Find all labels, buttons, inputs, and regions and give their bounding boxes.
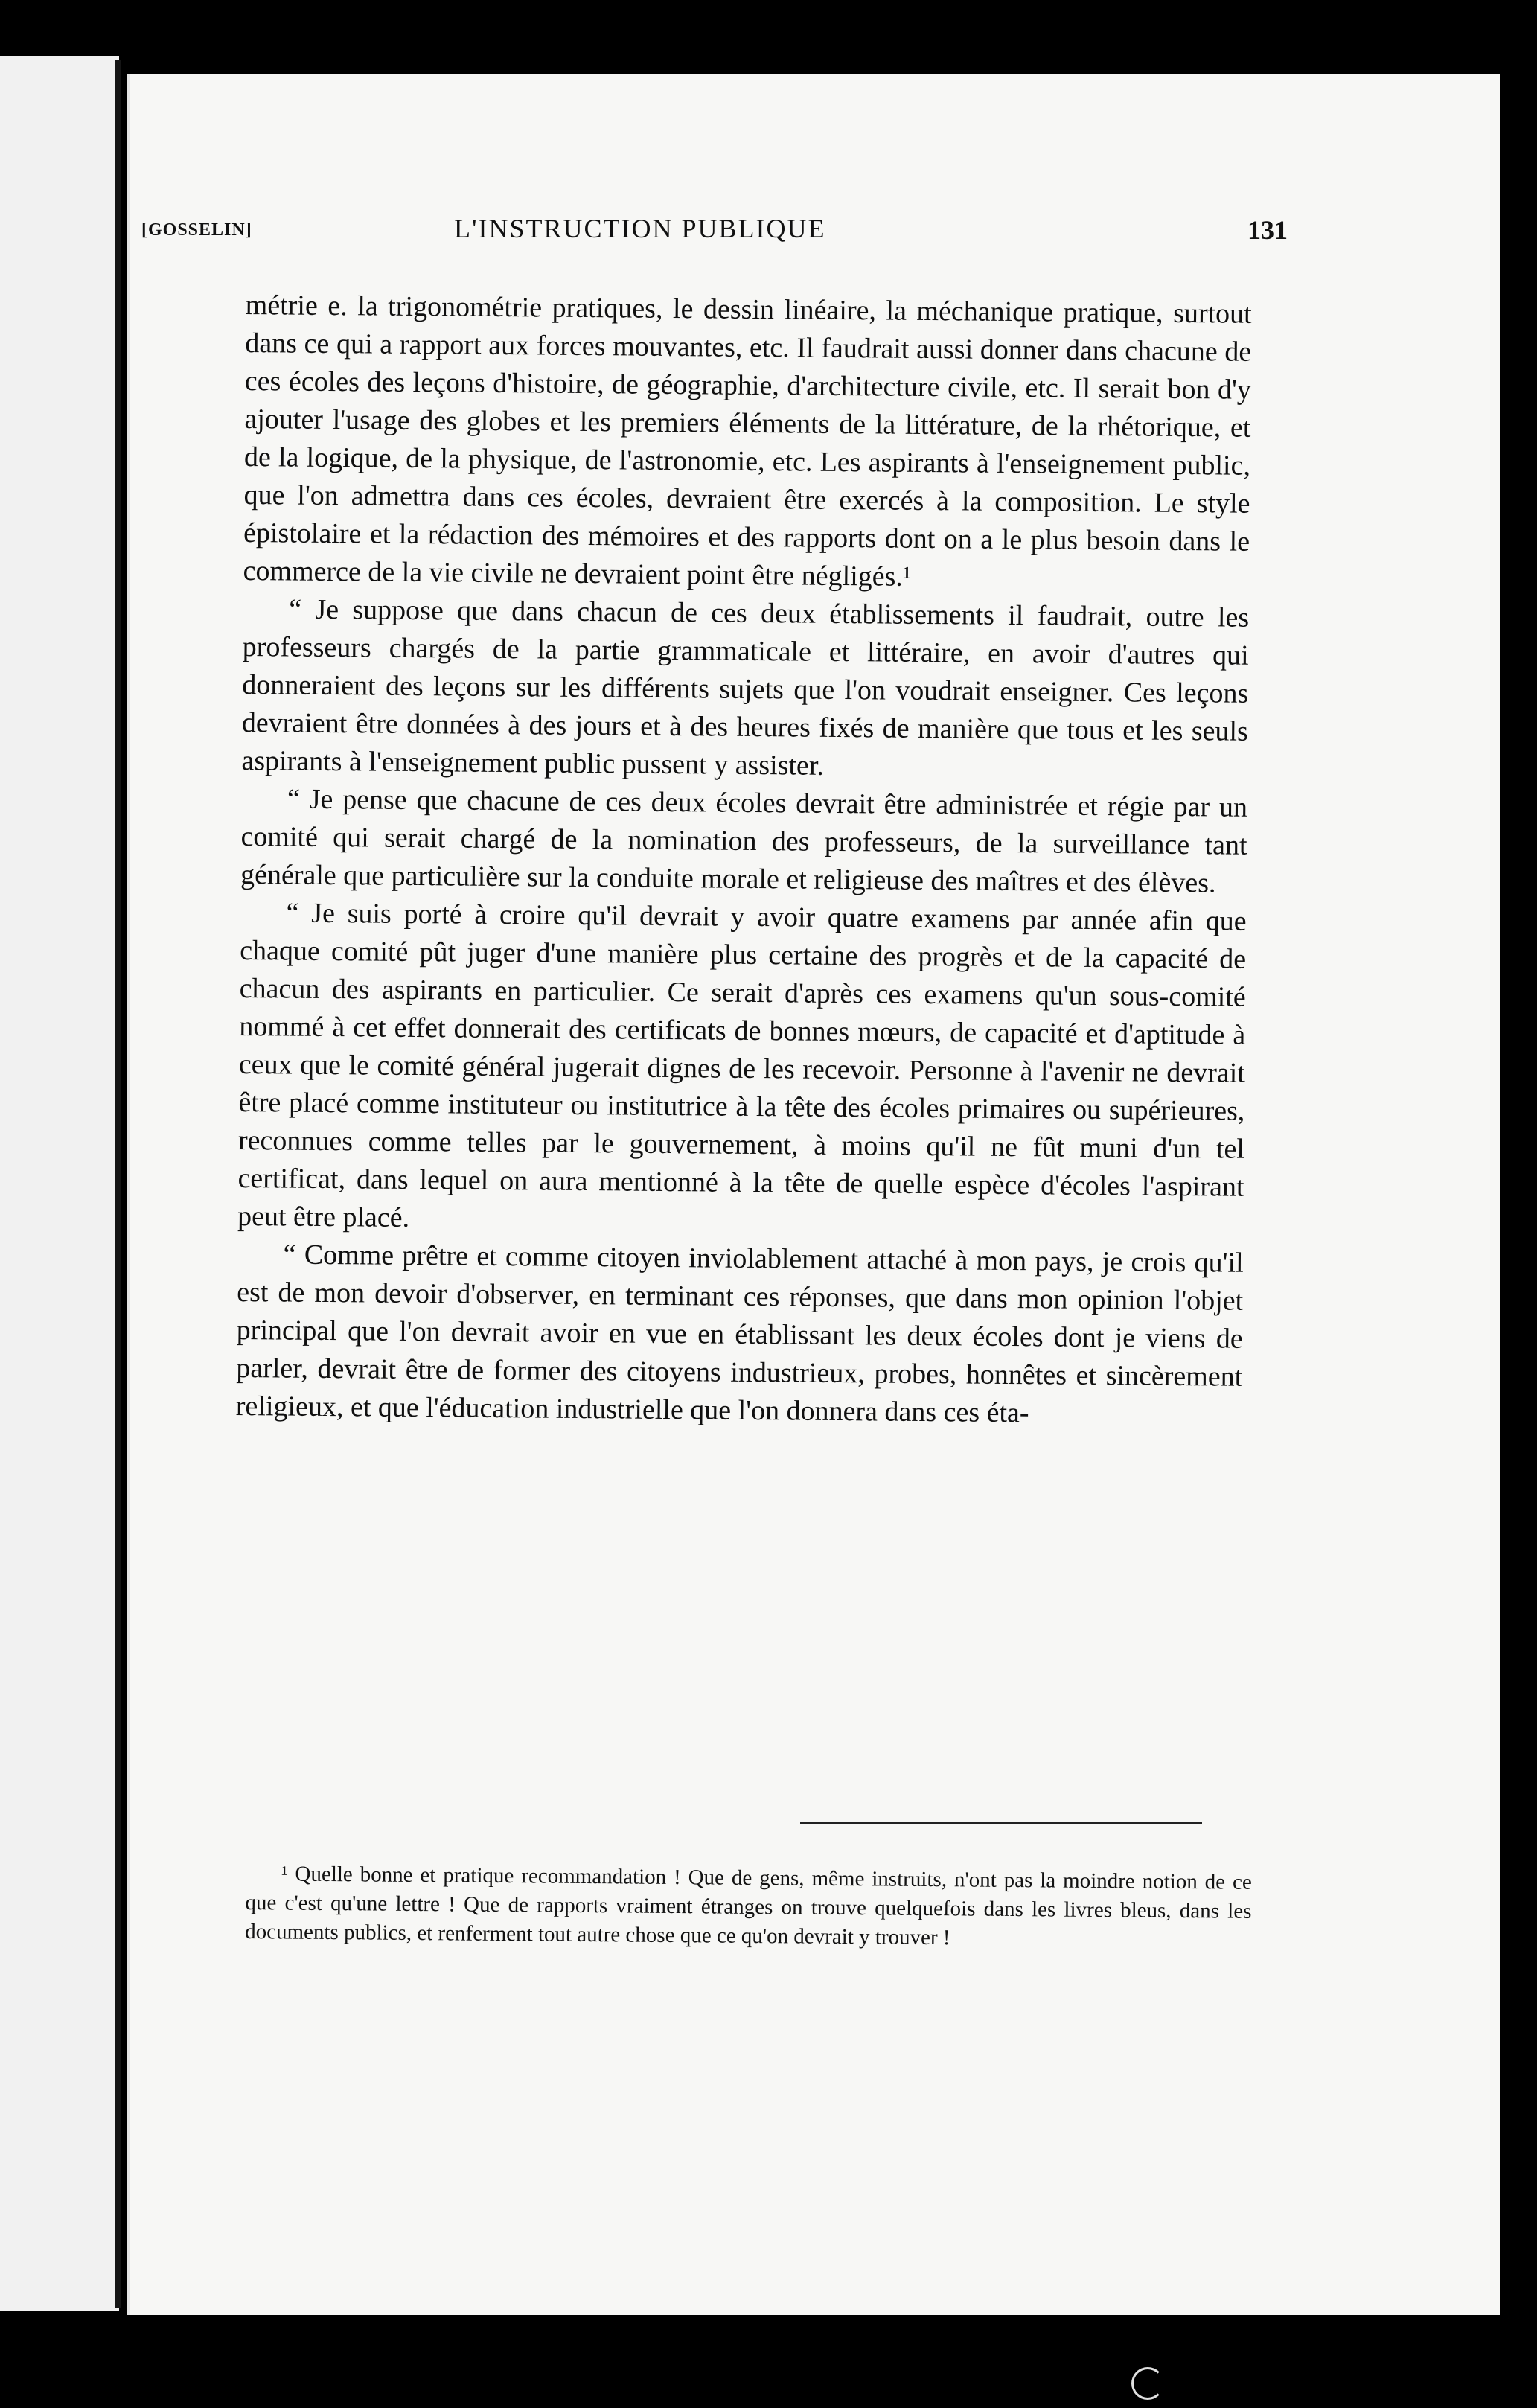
- page-number: 131: [1247, 215, 1288, 245]
- paragraph: “ Je suis porté à croire qu'il devrait y avoir quatre examens par année afin que chaque comité pût juger d'une manière plus certaine des progrès et de la capacité de chacun des aspirants en particulier. Ce serait d'après ces examens qu'un sous-comité nommé à cet effet donnerait des certificats de bonnes mœurs, de capacité et d'aptitude à ceux que le comité général jugerait dignes de les recevoir. Personne à l'avenir ne devrait être placé comme instituteur ou institutrice à la tête des écoles primaires ou supérieures, reconnues comme telles par le gouvernement, à moins qu'il ne fût muni d'un tel certificat, dans lequel on aura mentionné à la tête de quelle espèce d'écoles l'aspirant peut être placé.: [237, 897, 1247, 1233]
- scan-artifact: [1131, 2367, 1164, 2400]
- header-title: L'INSTRUCTION PUBLIQUE: [454, 214, 826, 243]
- paragraph: “ Comme prêtre et comme citoyen inviolablement attaché à mon pays, je crois qu'il est de mon devoir d'observer, en terminant ces réponses, que dans mon opinion l'objet principal que l'on devrait avoir en vue en établissant les deux écoles dont je viens de parler, devrait être de former des citoyens industrieux, probes, honnêtes et sincèrement religieux, et que l'éducation industrielle que l'on donnera dans ces éta-: [235, 1239, 1244, 1429]
- book-spine-shadow: [115, 60, 121, 2308]
- adjacent-page-edge: [0, 56, 119, 2311]
- paragraph-continuation: métrie e. la trigonométrie pratiques, le dessin linéaire, la méchanique pratique, surtout dans ce qui a rapport aux forces mouvantes, etc. Il faudrait aussi donner dans chacune de ces écoles des leçons d'histoire, de géographie, d'architecture civile, etc. Il serait bon d'y ajouter l'usage des globes et les premiers éléments de la littérature, de la rhétorique, et de la logique, de la physique, de l'astronomie, etc. Les aspirants à l'enseignement public, que l'on admettra dans ces écoles, devraient être exercés à la composition. Le style épistolaire et la rédaction des mémoires et des rapports dont on a le plus besoin dans le commerce de la vie civile ne devraient point être négligés.¹: [243, 289, 1252, 593]
- paragraph: “ Je pense que chacune de ces deux écoles devrait être administrée et régie par un comité qui serait chargé de la nomination des professeurs, de la surveillance tant générale que particulière sur la conduite morale et religieuse des maîtres et des élèves.: [240, 783, 1248, 899]
- header-author: [GOSSELIN]: [141, 220, 252, 240]
- footnote: ¹ Quelle bonne et pratique recommandation ! Que de gens, même instruits, n'ont pas la moindre notion de ce que c'est qu'une lettre ! Que de rapports vraiment étranges on trouve quelquefois dans les livres bleus, dans les documents publics, et renferment tout autre chose que ce qu'on devrait y trouver !: [245, 1862, 1252, 1950]
- body-text: [236, 287, 1252, 1434]
- paragraph: “ Je suppose que dans chacun de ces deux établissements il faudrait, outre les professeurs chargés de la partie grammaticale et littéraire, en avoir d'autres qui donneraient des leçons sur les différents sujets que l'on voudrait enseigner. Ces leçons devraient être données à des jours et à des heures fixés de manière que tous et les seuls aspirants à l'enseignement public pussent y assister.: [241, 593, 1250, 782]
- footnote-rule: [800, 1822, 1202, 1824]
- running-header: [141, 207, 1288, 252]
